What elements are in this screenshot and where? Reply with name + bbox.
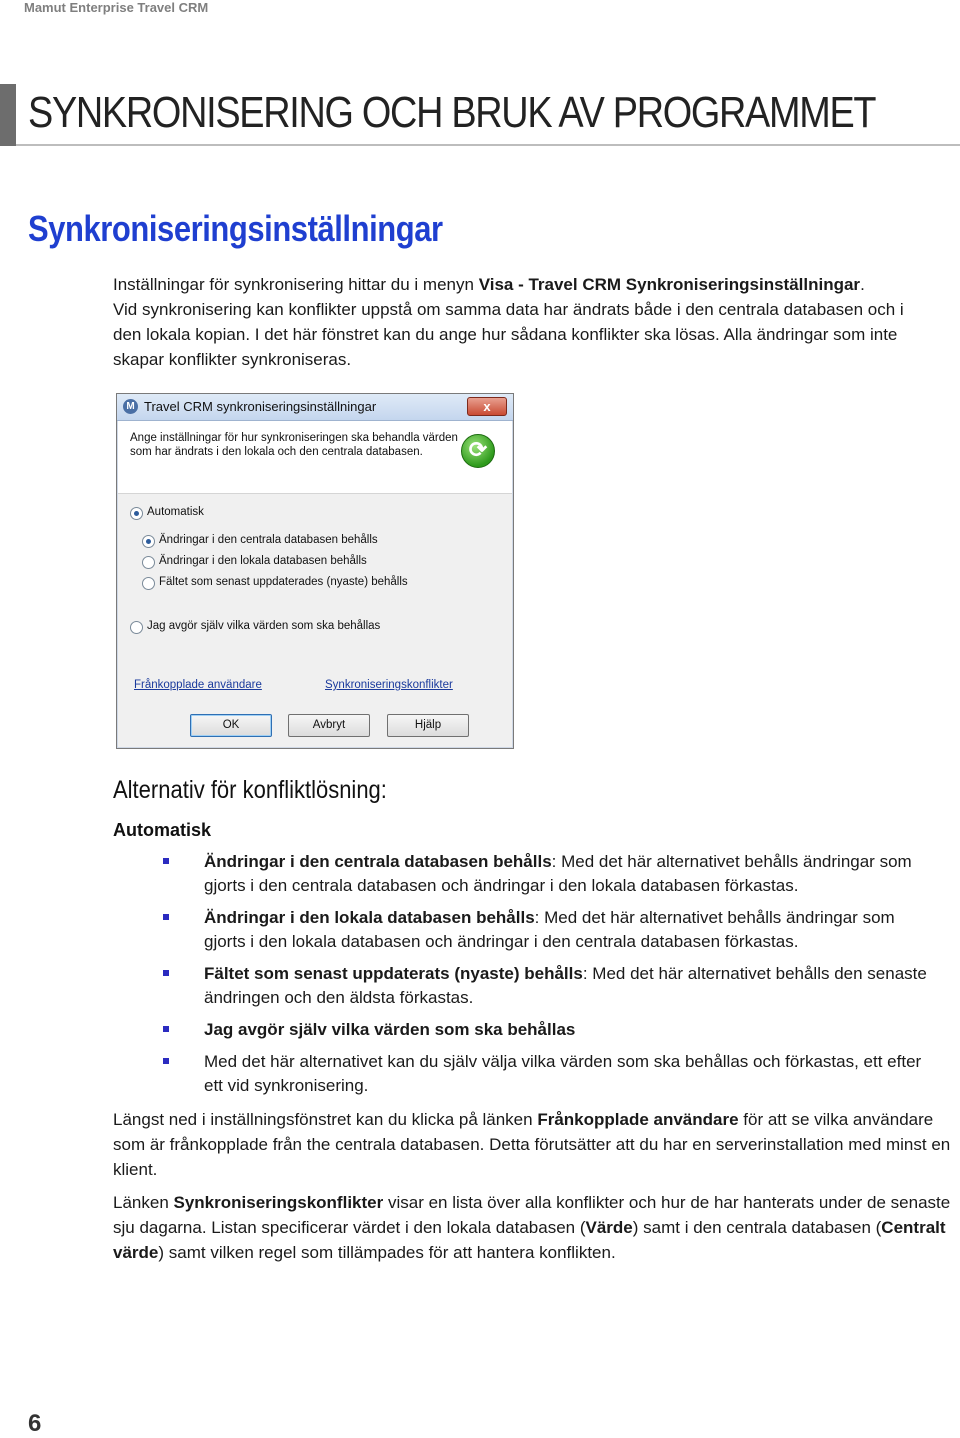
ok-button[interactable]: OK [190,714,272,737]
radio-circle[interactable] [142,577,155,590]
bullet-square-icon [163,970,169,976]
running-header: Mamut Enterprise Travel CRM [24,0,209,15]
intro-line1-post: . [860,275,865,294]
bullet-square-icon [163,1058,169,1064]
page-number: 6 [28,1410,42,1437]
bullet-title: Jag avgör själv vilka värden som ska behållas [204,1020,576,1039]
para3-pre: Länken [113,1193,174,1212]
bullet-text: Med det här alternativet kan du själv välja vilka värden som ska behållas och förkastas, ett efter ett vid synkronisering. [204,1052,922,1095]
bullet-title: Ändringar i den lokala databasen behålls [204,908,535,927]
intro-paragraph [113,272,933,372]
bullet-text: : Med det här alternativet behålls den senaste ändringen och den äldsta förkastas. [204,964,927,1007]
disconnected-users-paragraph [113,1107,958,1182]
intro-menu-path: Visa - Travel CRM Synkroniseringsinställningar [478,275,861,294]
help-button[interactable]: Hjälp [387,714,469,737]
radio-label: Jag avgör själv vilka värden som ska behållas [147,620,381,632]
bullet-title: Ändringar i den centrala databasen behålls [204,852,552,871]
para2-post: för att se vilka användare som är frånkopplade från the centrala databasen. Detta förutsätter att du har en serverinstallation med minst en klient. [113,1110,951,1179]
automatic-label: Automatisk [113,820,212,840]
para2-link-name: Frånkopplade användare [537,1110,739,1129]
app-icon: M [123,399,138,414]
bullet-square-icon [163,914,169,920]
bullet-square-icon [163,1026,169,1032]
cancel-button[interactable]: Avbryt [288,714,370,737]
section-title: Synkroniseringsinställningar [28,208,443,249]
para3-central-term: Centralt värde [113,1218,946,1262]
chapter-title: SYNKRONISERING OCH BRUK AV PROGRAMMET [28,88,876,137]
radio-label: Fältet som senast uppdaterades (nyaste) behålls [159,576,408,588]
close-button[interactable]: x [467,397,507,416]
sync-settings-dialog [116,393,514,749]
intro-rest: Vid synkronisering kan konflikter uppstå om samma data har ändrats både i den centrala databasen och i den lokala kopian. I det här fönstret kan du ange hur sådana konflikter ska lösas. Alla ändringar som inte skapar konflikter synkroniseras. [113,300,904,369]
disconnected-users-link[interactable]: Frånkopplade användare [134,679,262,691]
dialog-header-text: Ange inställningar för hur synkroniseringen ska behandla värden som har ändrats i den lokala och den centrala databasen. [130,432,458,458]
bullet-square-icon [163,858,169,864]
bullet-text: : Med det här alternativet behålls ändringar som gjorts i den centrala databasen och ändringar i den lokala databasen förkastas. [204,852,912,895]
dialog-title: Travel CRM synkroniseringsinställningar [144,399,377,414]
radio-label: Ändringar i den centrala databasen behålls [159,534,378,546]
radio-circle[interactable] [130,507,143,520]
radio-circle[interactable] [142,535,155,548]
sync-conflicts-link[interactable]: Synkroniseringskonflikter [325,679,453,691]
bullet-text: : Med det här alternativet behålls ändringar som gjorts i den lokala databasen och ändringar i den centrala databasen förkastas. [204,908,895,951]
radio-label: Ändringar i den lokala databasen behålls [159,555,367,567]
para3-mid2: ) samt i den centrala databasen ( [632,1218,882,1237]
intro-line1-pre: Inställningar för synkronisering hittar du i menyn [113,275,479,294]
dialog-titlebar [117,394,513,421]
radio-label: Automatisk [147,506,204,518]
radio-circle[interactable] [130,621,143,634]
para3-mid1: visar en lista över alla konflikter och hur de har hanterats under de senaste sju dagarna. Listan specificerar värdet i den lokala databasen ( [113,1193,951,1237]
chapter-bar [0,84,16,146]
radio-circle[interactable] [142,556,155,569]
chapter-header [0,84,960,146]
sync-icon: ⟳ [461,434,495,468]
para3-value-term: Värde [585,1218,633,1237]
bullet-title: Fältet som senast uppdaterats (nyaste) behålls [204,964,583,983]
para2-pre: Längst ned i inställningsfönstret kan du klicka på länken [113,1110,538,1129]
alternatives-heading: Alternativ för konfliktlösning: [113,776,387,804]
para3-link-name: Synkroniseringskonflikter [173,1193,384,1212]
sync-conflicts-paragraph [113,1190,958,1265]
para3-post: ) samt vilken regel som tillämpades för att hantera konflikten. [158,1243,616,1262]
dialog-header [118,421,512,494]
chapter-rule [16,144,960,146]
